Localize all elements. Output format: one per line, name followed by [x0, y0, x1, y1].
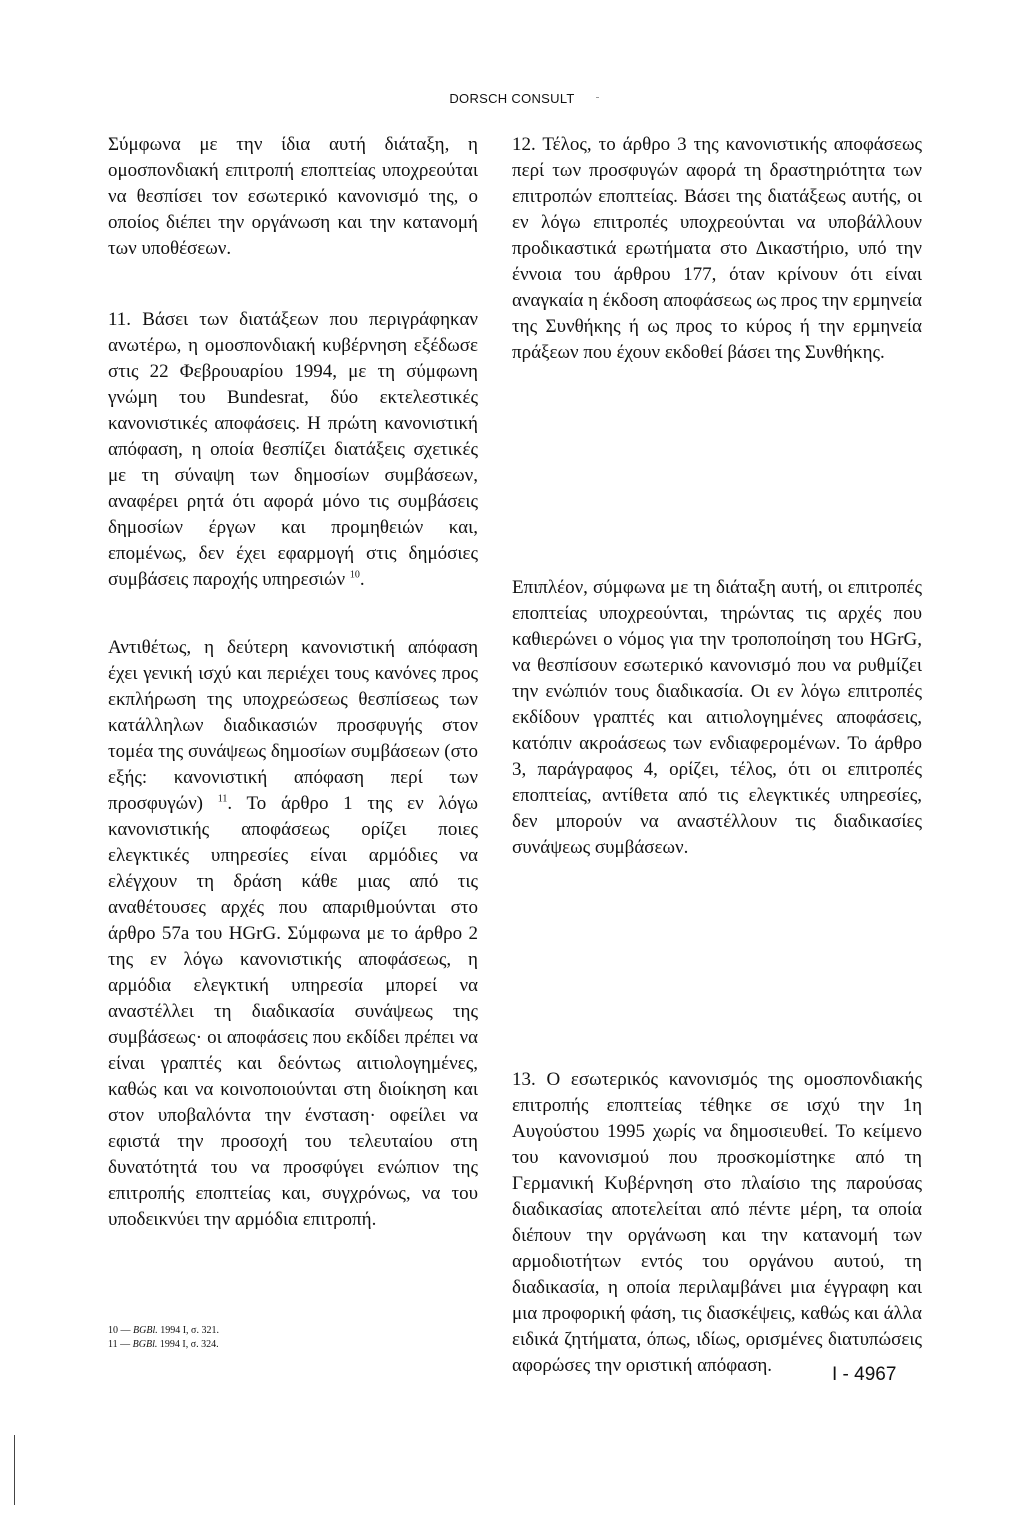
footnote-dash: —	[120, 1339, 131, 1350]
paragraph-11-end: .	[359, 569, 365, 590]
footnote-11	[108, 1338, 408, 1352]
footnote-dash: —	[120, 1325, 131, 1336]
paragraph-11-text: 11. Βάσει των διατάξεων που περιγράφηκαν ανωτέρω, η ομοσπονδιακή κυβέρνηση εξέδωσε στις 22 Φεβρουαρίου 1994, με τη σύμφωνη γνώμη του Bundesrat, δύο εκτελεστικές κανονιστικές αποφάσεις. Η πρώτη κανονιστική απόφαση, η οποία θεσπίζει διατάξεις σχετικές με τη σύναψη των δημοσίων συμβάσεων, αναφέρει ρητά ότι αφορά μόνο τις συμβάσεις δημοσίων έργων και προμηθειών και, επομένως, δεν έχει εφαρμογή στις δημόσιες συμβάσεις παροχής υπηρεσιών	[108, 309, 478, 590]
paragraph-left-3-text-b: . Το άρθρο 1 της εν λόγω κανονιστικής αποφάσεως ορίζει ποιες ελεγκτικές υπηρεσίες είναι αρμόδιες να ελέγχουν τη δράση κάθε μιας από τις αναθέτουσες αρχές που απαριθμούνται στο άρθρο 57a του HGrG. Σύμφωνα με το άρθρο 2 της εν λόγω κανονιστικής αποφάσεως, η αρμόδια ελεγκτική υπηρεσία μπορεί να αναστέλλει τη διαδικασία συνάψεως της συμβάσεως· οι αποφάσεις που εκδίδει πρέπει να είναι γραπτές και δεόντως αιτιολογημένες, καθώς και να κοινοποιούνται στη διοίκηση και στον υποβαλόντα την ένσταση· οφείλει να εφιστά την προσοχή του τελευταίου στη δυνατότητά του να προσφύγει ενώπιον της επιτροπής εποπτείας και, συγχρόνως, να του υποδεικνύει την αρμόδια επιτροπή.	[108, 793, 478, 1230]
paragraph-left-3	[108, 635, 478, 1233]
footnote-10	[108, 1324, 408, 1338]
paragraph-left-3-text-a: Αντιθέτως, η δεύτερη κανονιστική απόφαση έχει γενική ισχύ και περιέχει τους κανόνες προς εκπλήρωση της υποχρεώσεως θεσπίσεως των κατάλληλων διαδικασιών προσφυγής στον τομέα της συνάψεως δημοσίων συμβάσεων (στο εξής: κανονιστική απόφαση περί των προσφυγών)	[108, 637, 478, 814]
footnote-ref-11: 11	[217, 793, 228, 805]
paragraph-right-2: Επιπλέον, σύμφωνα με τη διάταξη αυτή, οι επιτροπές εποπτείας υποχρεούνται, τηρώντας τις αρχές που καθιερώνει ο νόμος για την τροποποίηση του HGrG, να θεσπίσουν εσωτερικό κανονισμό που να ρυθμίζει την ενώπιόν τους διαδικασία. Οι εν λόγω επιτροπές εκδίδουν γραπτές και αιτιολογημένες αποφάσεις, κατόπιν ακροάσεως των ενδιαφερομένων. Το άρθρο 3, παράγραφος 4, ορίζει, τέλος, ότι οι επιτροπές εποπτείας, αντίθετα από τις ελεγκτικές υπηρεσίες, δεν μπορούν να αναστέλλουν τις διαδικασίες συνάψεως συμβάσεων.	[512, 577, 922, 858]
footnote-detail: 1994 I, σ. 321.	[160, 1325, 219, 1336]
footnote-source: BGBl.	[133, 1325, 158, 1336]
paragraph-13: 13. Ο εσωτερικός κανονισμός της ομοσπονδιακής επιτροπής εποπτείας τέθηκε σε ισχύ την 1η Αυγούστου 1995 χωρίς να δημοσιευθεί. Το κείμενο του κανονισμού που προσκομίστηκε από τη Γερμανική Κυβέρνηση στο πλαίσιο της παρούσας διαδικασίας αποτελείται από πέντε μέρη, τα οποία διέπουν την οργάνωση και την κατανομή των αρμοδιοτήτων εντός του οργάνου αυτού, τη διαδικασία, η οποία περιλαμβάνει μια έγγραφη και μια προφορική φάση, τις διασκέψεις, καθώς και άλλα ειδικά ζητήματα, όπως, ιδίως, ορισμένες διατυπώσεις αφορώσες την οριστική απόφαση.	[512, 1069, 922, 1376]
paragraph-12: 12. Τέλος, το άρθρο 3 της κανονιστικής αποφάσεως περί των προσφυγών αφορά τη δραστηριότητα των επιτροπών εποπτείας. Βάσει της διατάξεως αυτής, οι εν λόγω επιτροπές υποχρεούνται να υποβάλλουν προδικαστικά ερωτήματα στο Δικαστήριο, υπό την έννοια του άρθρου 177, όταν κρίνουν ότι είναι αναγκαία η έκδοση αποφάσεως ως προς την ερμηνεία της Συνθήκης ή ως προς το κύρος ή την ερμηνεία πράξεων που έχουν εκδοθεί βάσει της Συνθήκης.	[512, 134, 923, 363]
footnote-source: BGBl.	[132, 1339, 158, 1350]
footnote-detail: 1994 I, σ. 324.	[159, 1339, 219, 1350]
left-column	[108, 132, 478, 1233]
scan-margin-line	[14, 1435, 15, 1505]
paragraph-left-1: Σύμφωνα με την ίδια αυτή διάταξη, η ομοσπονδιακή επιτροπή εποπτείας υποχρεούται να θεσπίσει τον εσωτερικό κανονισμό της, ο οποίος διέπει την οργάνωση και την κατανομή των υποθέσεων.	[108, 134, 478, 259]
paragraph-11	[108, 307, 478, 593]
footnote-ref-10: 10	[349, 569, 360, 581]
footnote-number: 10	[108, 1325, 118, 1336]
footnote-number: 11	[108, 1339, 118, 1350]
running-header: DORSCH CONSULT	[449, 91, 575, 106]
footnotes	[108, 1324, 408, 1352]
right-column	[512, 132, 922, 1379]
page-number: I - 4967	[832, 1364, 897, 1385]
scan-speck	[596, 97, 599, 98]
